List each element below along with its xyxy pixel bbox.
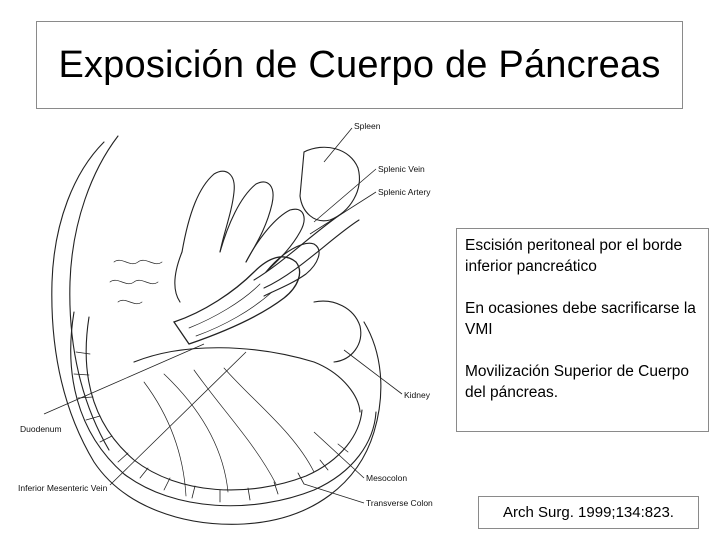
note-item: Escisión peritoneal por el borde inferior pancreático: [465, 237, 683, 275]
note-item: Movilización Superior de Cuerpo del páncreas.: [465, 363, 690, 401]
label-splenic-artery: Splenic Artery: [378, 187, 431, 197]
label-transverse-colon: Transverse Colon: [366, 498, 433, 508]
title-box: [36, 21, 683, 109]
label-splenic-vein: Splenic Vein: [378, 164, 425, 174]
label-spleen: Spleen: [354, 121, 381, 131]
label-duodenum: Duodenum: [20, 424, 62, 434]
label-mesocolon: Mesocolon: [366, 473, 408, 483]
citation-box: [478, 496, 699, 529]
surgical-illustration: [14, 112, 458, 532]
label-inferior-mesenteric-vein: Inferior Mesenteric Vein: [18, 483, 108, 493]
slide-title: Exposición de Cuerpo de Páncreas: [58, 43, 661, 86]
note-item: En ocasiones debe sacrificarse la VMI: [465, 300, 696, 338]
citation-text: Arch Surg. 1999;134:823.: [503, 504, 674, 521]
notes-box: [456, 228, 709, 432]
label-kidney: Kidney: [404, 390, 430, 400]
